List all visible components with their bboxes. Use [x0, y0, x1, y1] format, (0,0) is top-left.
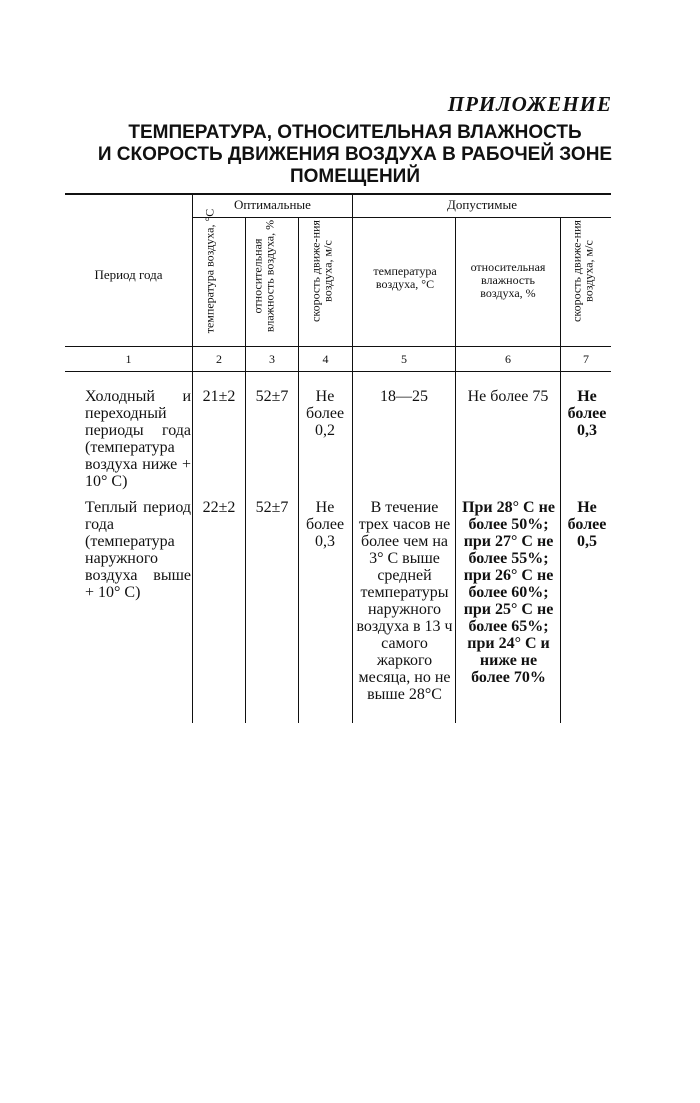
row-warm-allowed-speed: Не более 0,5 [567, 499, 607, 550]
row-warm-opt-temperature: 22±2 [202, 499, 236, 516]
row-warm-opt-speed: Не более 0,3 [305, 499, 345, 550]
header-optimal: Оптимальные [234, 197, 311, 212]
column-number: 5 [401, 352, 407, 366]
header-opt-speed: скорость движе-ния воздуха, м/с [308, 220, 335, 322]
row-cold-opt-speed: Не более 0,2 [305, 388, 345, 439]
column-number: 3 [269, 352, 275, 366]
row-cold-period: Холодный и переходный периоды года (температура воздуха ниже + 10° С) [85, 388, 191, 490]
header-allowed: Допустимые [447, 197, 517, 212]
appendix-label: ПРИЛОЖЕНИЕ [447, 92, 612, 116]
row-warm-allowed-temperature: В течение трех часов не более чем на 3° С выше средней температуры наружного воздуха в 13 ч самого жаркого месяца, но не выше 28°С [356, 499, 453, 703]
column-divider [455, 217, 456, 723]
row-cold-allowed-speed: Не более 0,3 [567, 388, 607, 439]
header-allowed-temperature: температура воздуха, °С [373, 264, 437, 291]
header-allowed-humidity: относительная влажность воздуха, % [470, 260, 546, 300]
row-warm-period: Теплый период года (температура наружного воздуха выше + 10° С) [85, 499, 191, 601]
column-number-rule [65, 371, 611, 372]
title-line-1: ТЕМПЕРАТУРА, ОТНОСИТЕЛЬНАЯ ВЛАЖНОСТЬ [128, 122, 582, 143]
title-line-3: ПОМЕЩЕНИЙ [289, 166, 420, 187]
column-divider [245, 217, 246, 723]
column-number: 6 [505, 352, 511, 366]
climate-table [65, 193, 611, 723]
column-number: 1 [125, 352, 132, 366]
row-cold-allowed-humidity: Не более 75 [467, 388, 549, 405]
row-warm-allowed-humidity: При 28° С не более 50%; при 27° С не более 55%; при 26° С не более 60%; при 25° С не более 65%; при 24° С и ниже не более 70% [462, 499, 555, 686]
header-period: Период года [94, 267, 163, 282]
row-cold-allowed-temperature: 18—25 [380, 388, 428, 405]
row-cold-opt-humidity: 52±7 [255, 388, 289, 405]
title-line-2: И СКОРОСТЬ ДВИЖЕНИЯ ВОЗДУХА В РАБОЧЕЙ ЗОНЕ [97, 144, 613, 165]
header-bottom-rule [65, 346, 611, 347]
row-cold-opt-temperature: 21±2 [202, 388, 236, 405]
column-divider [560, 217, 561, 723]
column-number: 4 [322, 352, 329, 366]
header-opt-temperature: температура воздуха, °С [202, 208, 217, 334]
table-top-rule [65, 193, 611, 195]
header-allowed-speed: скорость движе-ния воздуха, м/с [569, 220, 596, 322]
row-warm-opt-humidity: 52±7 [255, 499, 289, 516]
document-title [95, 122, 615, 188]
column-divider [192, 195, 193, 723]
column-number: 2 [216, 352, 222, 366]
header-opt-humidity: относительная влажность воздуха, % [250, 219, 277, 333]
column-number: 7 [583, 352, 589, 366]
column-divider [352, 195, 353, 723]
column-divider [298, 217, 299, 723]
